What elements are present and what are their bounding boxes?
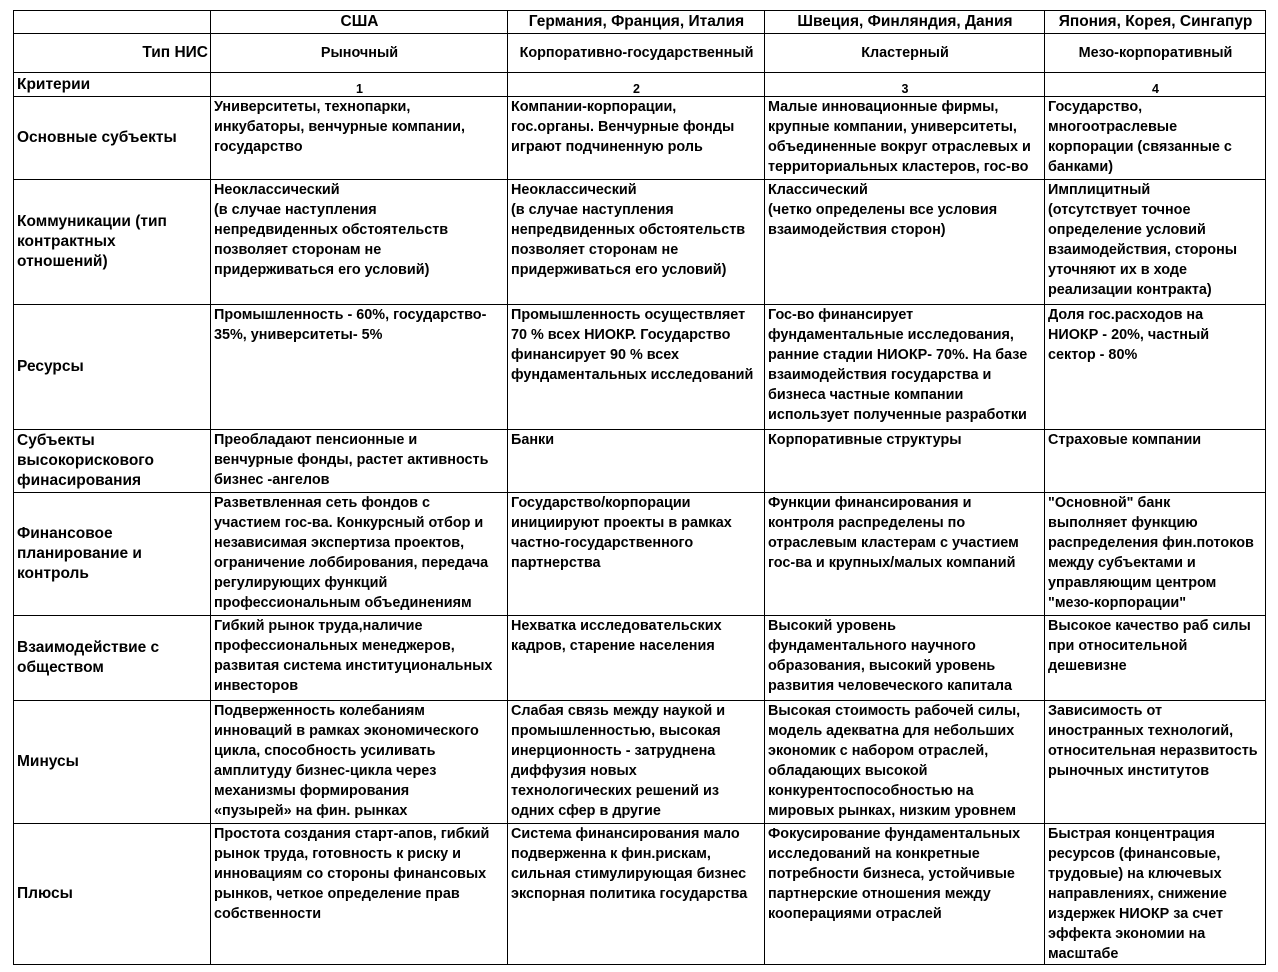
table-cell: Промышленность - 60%, государство- 35%, университеты- 5% <box>211 305 508 430</box>
table-cell: Доля гос.расходов на НИОКР - 20%, частный сектор - 80% <box>1045 305 1266 430</box>
country-usa: США <box>211 11 508 34</box>
country-germany-france-italy: Германия, Франция, Италия <box>508 11 765 34</box>
table-cell: Гибкий рынок труда,наличие профессиональных менеджеров, развитая система институциональных инвесторов <box>211 616 508 701</box>
country-sweden-finland-denmark: Швеция, Финляндия, Дания <box>765 11 1045 34</box>
row-label: Основные субъекты <box>14 97 211 180</box>
row-label: Плюсы <box>14 824 211 965</box>
table-cell: Гос-во финансирует фундаментальные исследования, ранние стадии НИОКР- 70%. На базе взаимодействия государства и бизнеса частные компании использует полученные разработки <box>765 305 1045 430</box>
table-cell: Высокая стоимость рабочей силы, модель адекватна для небольших экономик с набором отраслей, обладающих высокой конкурентоспособностью на мировых рынках, низким уровнем <box>765 701 1045 824</box>
table-cell: Малые инновационные фирмы, крупные компании, университеты, объединенные вокруг отраслевых и территориальных кластеров, гос-во <box>765 97 1045 180</box>
row-label: Ресурсы <box>14 305 211 430</box>
table-cell: Страховые компании <box>1045 430 1266 493</box>
type-label: Тип НИС <box>14 34 211 73</box>
table-cell: Государство, многоотраслевые корпорации (связанные с банками) <box>1045 97 1266 180</box>
table-cell: Имплицитный (отсутствует точное определение условий взаимодействия, стороны уточняют их в ходе реализации контракта) <box>1045 180 1266 305</box>
nis-comparison-table <box>13 10 1266 965</box>
country-japan-korea-singapore: Япония, Корея, Сингапур <box>1045 11 1266 34</box>
table-cell: Система финансирования мало подверженна к фин.рискам, сильная стимулирующая бизнес экспорная политика государства <box>508 824 765 965</box>
table-cell: Классический (четко определены все условия взаимодействия сторон) <box>765 180 1045 305</box>
table-row <box>14 616 1266 701</box>
table-cell: Преобладают пенсионные и венчурные фонды, растет активность бизнес -ангелов <box>211 430 508 493</box>
column-number: 3 <box>765 73 1045 97</box>
table-cell: Простота создания старт-апов, гибкий рынок труда, готовность к риску и инновациям со стороны финансовых рынков, четкое определение прав собственности <box>211 824 508 965</box>
table-cell: Промышленность осуществляет 70 % всех НИОКР. Государство финансирует 90 % всех фундаментальных исследований <box>508 305 765 430</box>
table-cell: Неоклассический (в случае наступления непредвиденных обстоятельств позволяет сторонам не придерживаться его условий) <box>508 180 765 305</box>
table-row <box>14 824 1266 965</box>
table-cell: Подверженность колебаниям инноваций в рамках экономического цикла, способность усиливать амплитуду бизнес-цикла через механизмы формирования «пузырей» на фин. рынках <box>211 701 508 824</box>
table-cell: Высокий уровень фундаментального научного образования, высокий уровень развития человеческого капитала <box>765 616 1045 701</box>
types-row <box>14 34 1266 73</box>
row-label: Минусы <box>14 701 211 824</box>
type-market: Рыночный <box>211 34 508 73</box>
table-cell: "Основной" банк выполняет функцию распределения фин.потоков между субъектами и управляющим центром "мезо-корпорации" <box>1045 493 1266 616</box>
corner-cell <box>14 11 211 34</box>
type-cluster: Кластерный <box>765 34 1045 73</box>
criteria-label: Критерии <box>14 73 211 97</box>
table-cell: Слабая связь между наукой и промышленностью, высокая инерционность - затруднена диффузия новых технологических решений из одних сфер в другие <box>508 701 765 824</box>
table-cell: Банки <box>508 430 765 493</box>
table-cell: Неоклассический (в случае наступления непредвиденных обстоятельств позволяет сторонам не придерживаться его условий) <box>211 180 508 305</box>
table-cell: Фокусирование фундаментальных исследований на конкретные потребности бизнеса, устойчивые партнерские отношения между кооперациями отраслей <box>765 824 1045 965</box>
row-label: Коммуникации (тип контрактных отношений) <box>14 180 211 305</box>
table-row <box>14 493 1266 616</box>
column-number: 1 <box>211 73 508 97</box>
criteria-row <box>14 73 1266 97</box>
table-cell: Разветвленная сеть фондов с участием гос-ва. Конкурсный отбор и независимая экспертиза проектов, ограничение лоббирования, передача регулирующих функций профессиональным объединениям <box>211 493 508 616</box>
table-cell: Высокое качество раб силы при относительной дешевизне <box>1045 616 1266 701</box>
table-row <box>14 180 1266 305</box>
row-label: Взаимодействие с обществом <box>14 616 211 701</box>
column-number: 2 <box>508 73 765 97</box>
row-label: Субъекты высокорискового финасирования <box>14 430 211 493</box>
table-cell: Функции финансирования и контроля распределены по отраслевым кластерам с участием гос-ва и крупных/малых компаний <box>765 493 1045 616</box>
column-number: 4 <box>1045 73 1266 97</box>
table-cell: Зависимость от иностранных технологий, относительная неразвитость рыночных институтов <box>1045 701 1266 824</box>
table-cell: Быстрая концентрация ресурсов (финансовые, трудовые) на ключевых направлениях, снижение издержек НИОКР за счет эффекта экономии на масштабе <box>1045 824 1266 965</box>
table-cell: Государство/корпорации инициируют проекты в рамках частно-государственного партнерства <box>508 493 765 616</box>
table-cell: Компании-корпорации, гос.органы. Венчурные фонды играют подчиненную роль <box>508 97 765 180</box>
table-row <box>14 701 1266 824</box>
table-cell: Нехватка исследовательских кадров, старение населения <box>508 616 765 701</box>
type-meso-corporate: Мезо-корпоративный <box>1045 34 1266 73</box>
type-corporate-state: Корпоративно-государственный <box>508 34 765 73</box>
row-label: Финансовое планирование и контроль <box>14 493 211 616</box>
table-cell: Университеты, технопарки, инкубаторы, венчурные компании, государство <box>211 97 508 180</box>
table-cell: Корпоративные структуры <box>765 430 1045 493</box>
countries-row <box>14 11 1266 34</box>
table-row <box>14 97 1266 180</box>
table-row <box>14 305 1266 430</box>
table-row <box>14 430 1266 493</box>
